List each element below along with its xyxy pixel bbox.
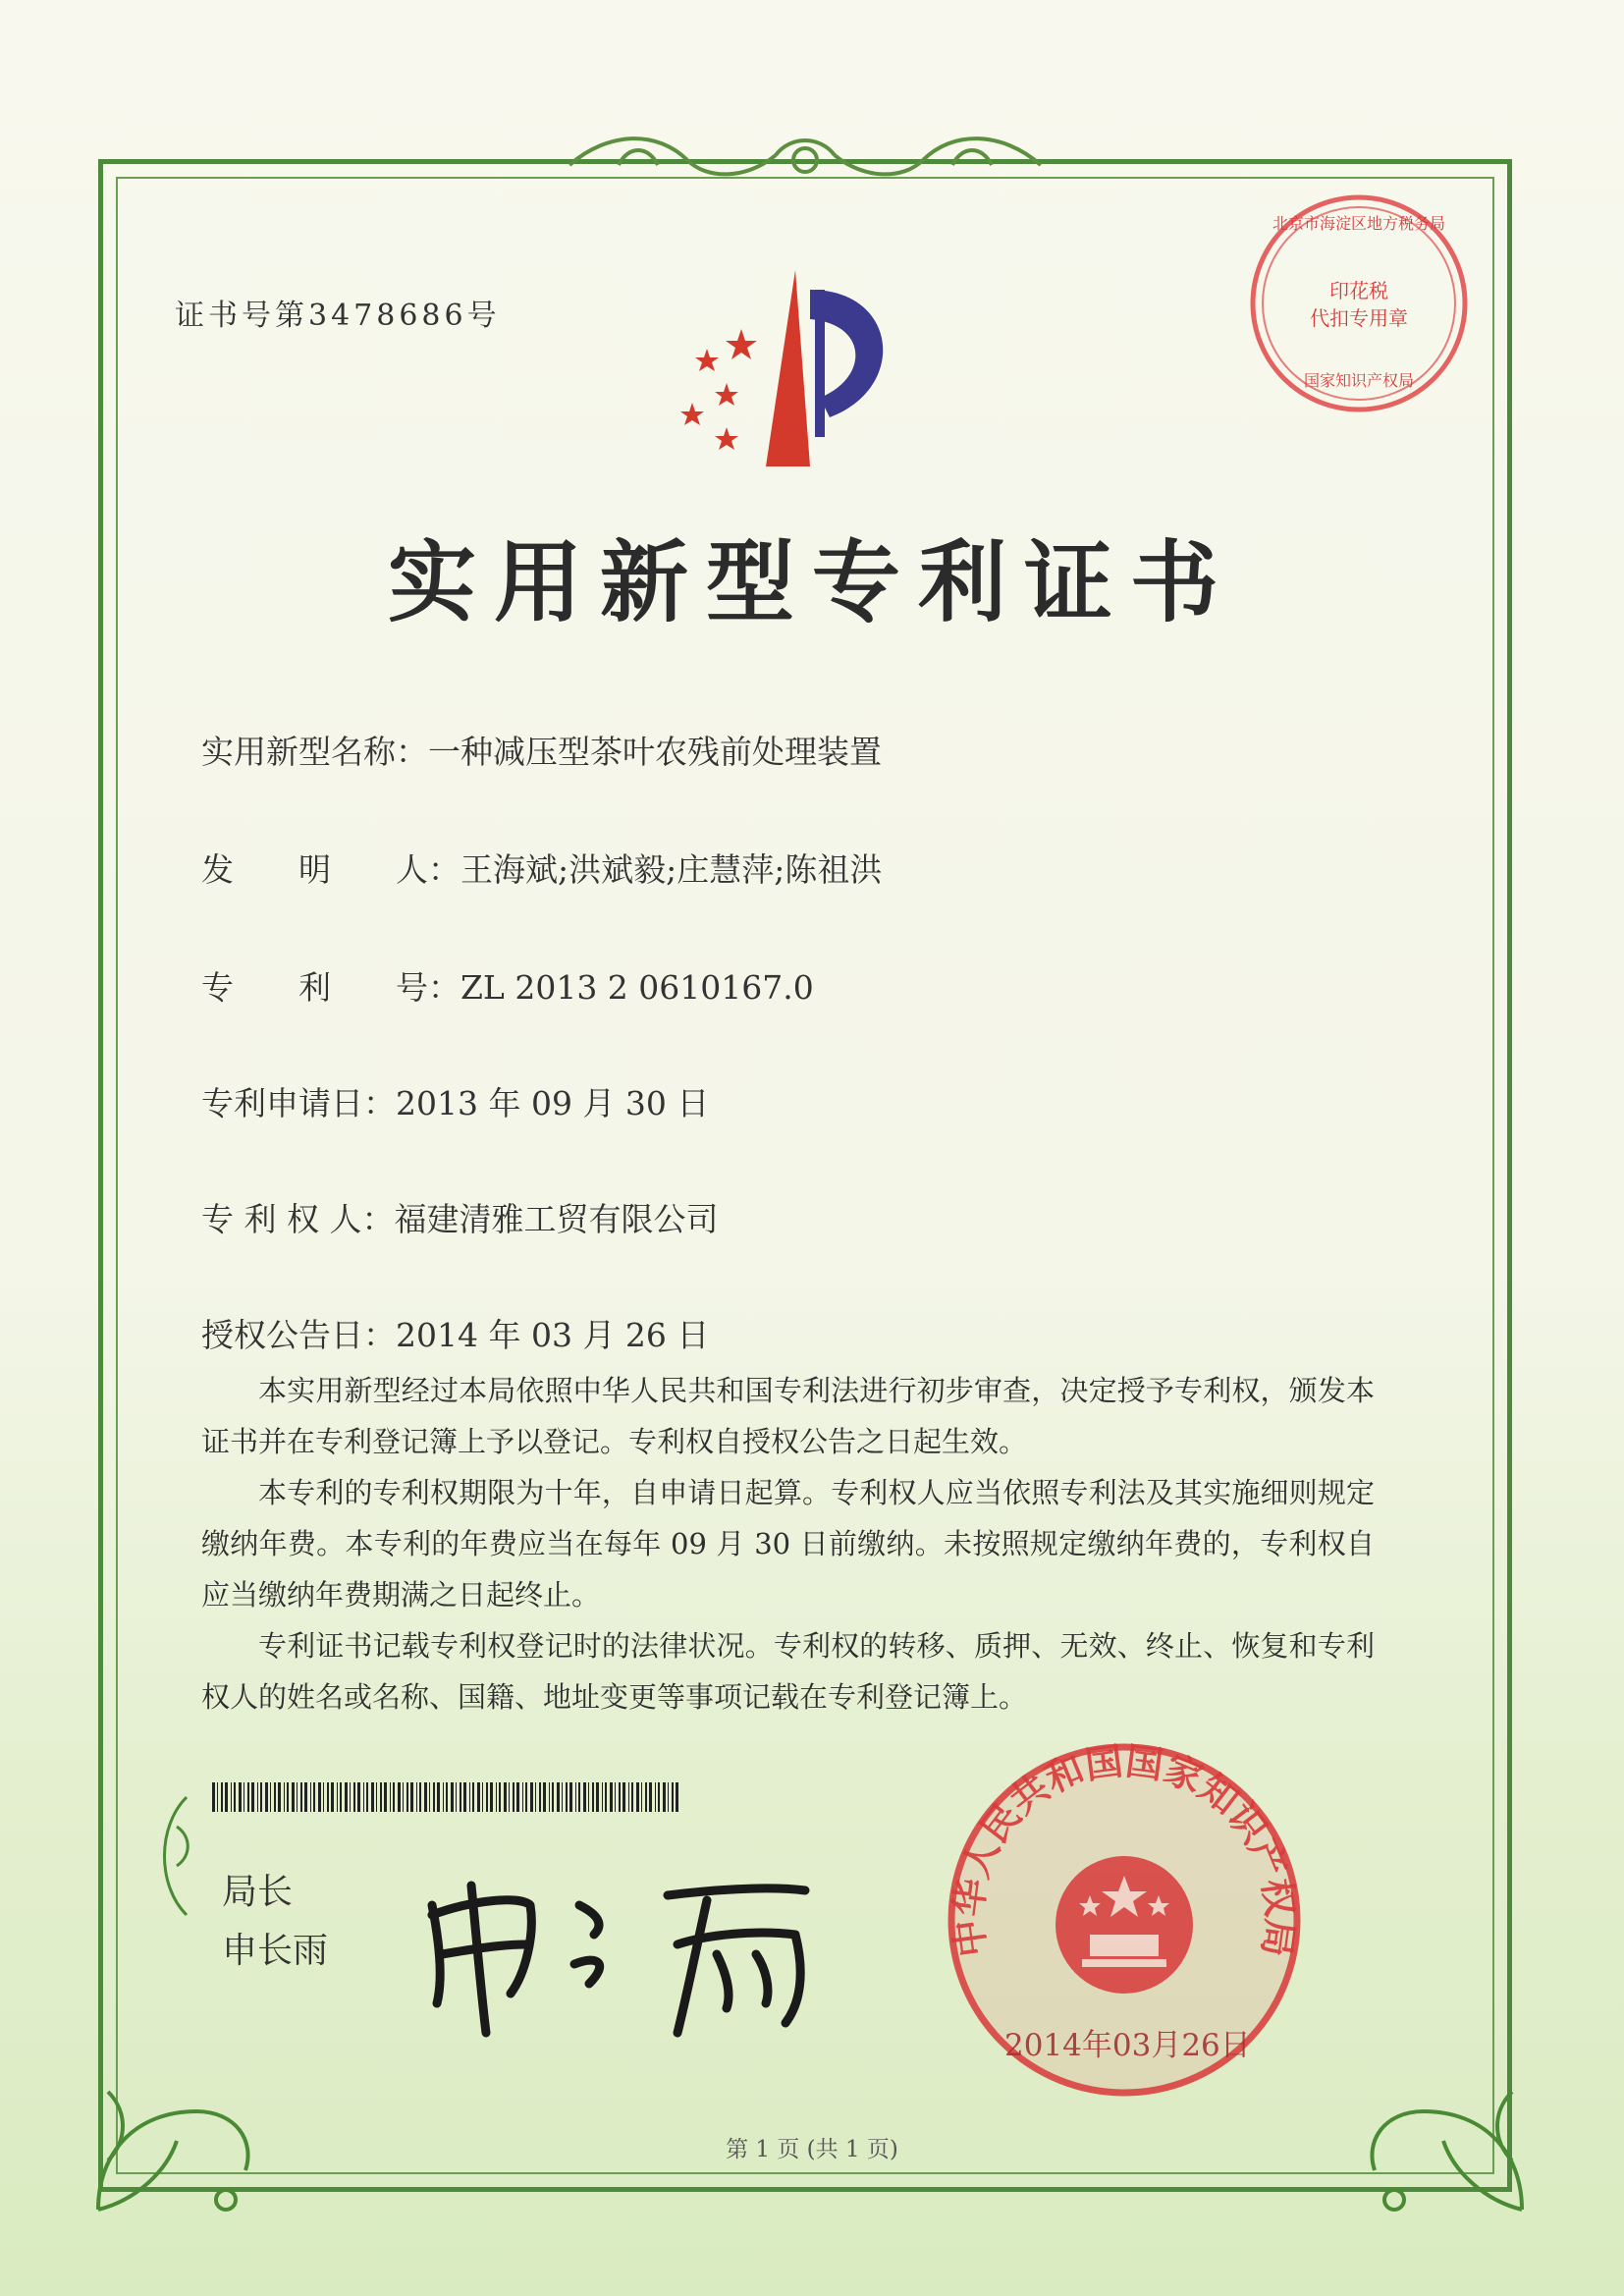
field-inventor-value: 王海斌;洪斌毅;庄慧萍;陈祖洪 — [460, 850, 883, 889]
director-title: 局长 — [222, 1872, 294, 1912]
top-ornament — [550, 126, 1060, 194]
field-name-value: 一种减压型茶叶农残前处理装置 — [428, 733, 882, 771]
body-paragraph: 本实用新型经过本局依照中华人民共和国专利法进行初步审查，决定授予专利权，颁发本证书并在专利登记簿上予以登记。专利权自授权公告之日起生效。 — [201, 1374, 1375, 1458]
field-patent-no-value: ZL 2013 2 0610167.0 — [460, 968, 814, 1007]
barcode — [212, 1782, 683, 1812]
field-patentee — [201, 1194, 718, 1240]
director-name: 申长雨 — [222, 1931, 329, 1971]
field-patentee-label: 专 利 权 人： — [201, 1200, 395, 1238]
patent-office-logo — [673, 270, 928, 476]
body-paragraph: 专利证书记载专利权登记时的法律状况。专利权的转移、质押、无效、终止、恢复和专利权人的姓名或名称、国籍、地址变更等事项记载在专利登记簿上。 — [201, 1629, 1375, 1714]
field-grant-date — [201, 1310, 709, 1356]
tax-stamp-line3: 代扣专用章 — [1310, 306, 1408, 330]
field-inventor-label: 发 明 人： — [201, 850, 460, 889]
certificate-body — [201, 1365, 1375, 1722]
body-paragraph: 本专利的专利权期限为十年，自申请日起算。专利权人应当依照专利法及其实施细则规定缴纳年费。本专利的年费应当在每年 09 月 30 日前缴纳。未按照规定缴纳年费的，专利权自应当缴纳年费期满之日起终止。 — [201, 1476, 1375, 1612]
field-inventor — [201, 845, 882, 891]
national-emblem-icon — [1056, 1856, 1193, 1994]
field-name — [201, 727, 882, 773]
seal-text: 中华人民共和国国家知识产权局 — [946, 1738, 1303, 1960]
field-grant-date-label: 授权公告日： — [201, 1316, 396, 1354]
seal-date: 2014年03月26日 — [1004, 2028, 1251, 2063]
tax-stamp-line1: 北京市海淀区地方税务局 — [1272, 214, 1446, 233]
left-mid-ornament — [147, 1787, 206, 1925]
field-filing-date-label: 专利申请日： — [201, 1084, 396, 1122]
field-patentee-value: 福建清雅工贸有限公司 — [394, 1200, 719, 1238]
page-number: 第 1 页 (共 1 页) — [726, 2137, 898, 2162]
field-filing-date — [201, 1078, 709, 1124]
tax-stamp-line2: 印花税 — [1329, 279, 1388, 302]
field-patent-no — [201, 962, 814, 1009]
field-grant-date-value: 2014 年 03 月 26 日 — [396, 1316, 710, 1354]
tax-stamp-line4: 国家知识产权局 — [1303, 371, 1415, 390]
director-signature — [412, 1846, 854, 2043]
tax-stamp — [1245, 190, 1473, 417]
field-patent-no-label: 专 利 号： — [201, 968, 460, 1007]
field-name-label: 实用新型名称： — [201, 733, 428, 771]
certificate-number: 证书号第3478686号 — [175, 299, 501, 333]
certificate-title: 实用新型专利证书 — [388, 530, 1236, 634]
field-filing-date-value: 2013 年 09 月 30 日 — [396, 1084, 710, 1122]
